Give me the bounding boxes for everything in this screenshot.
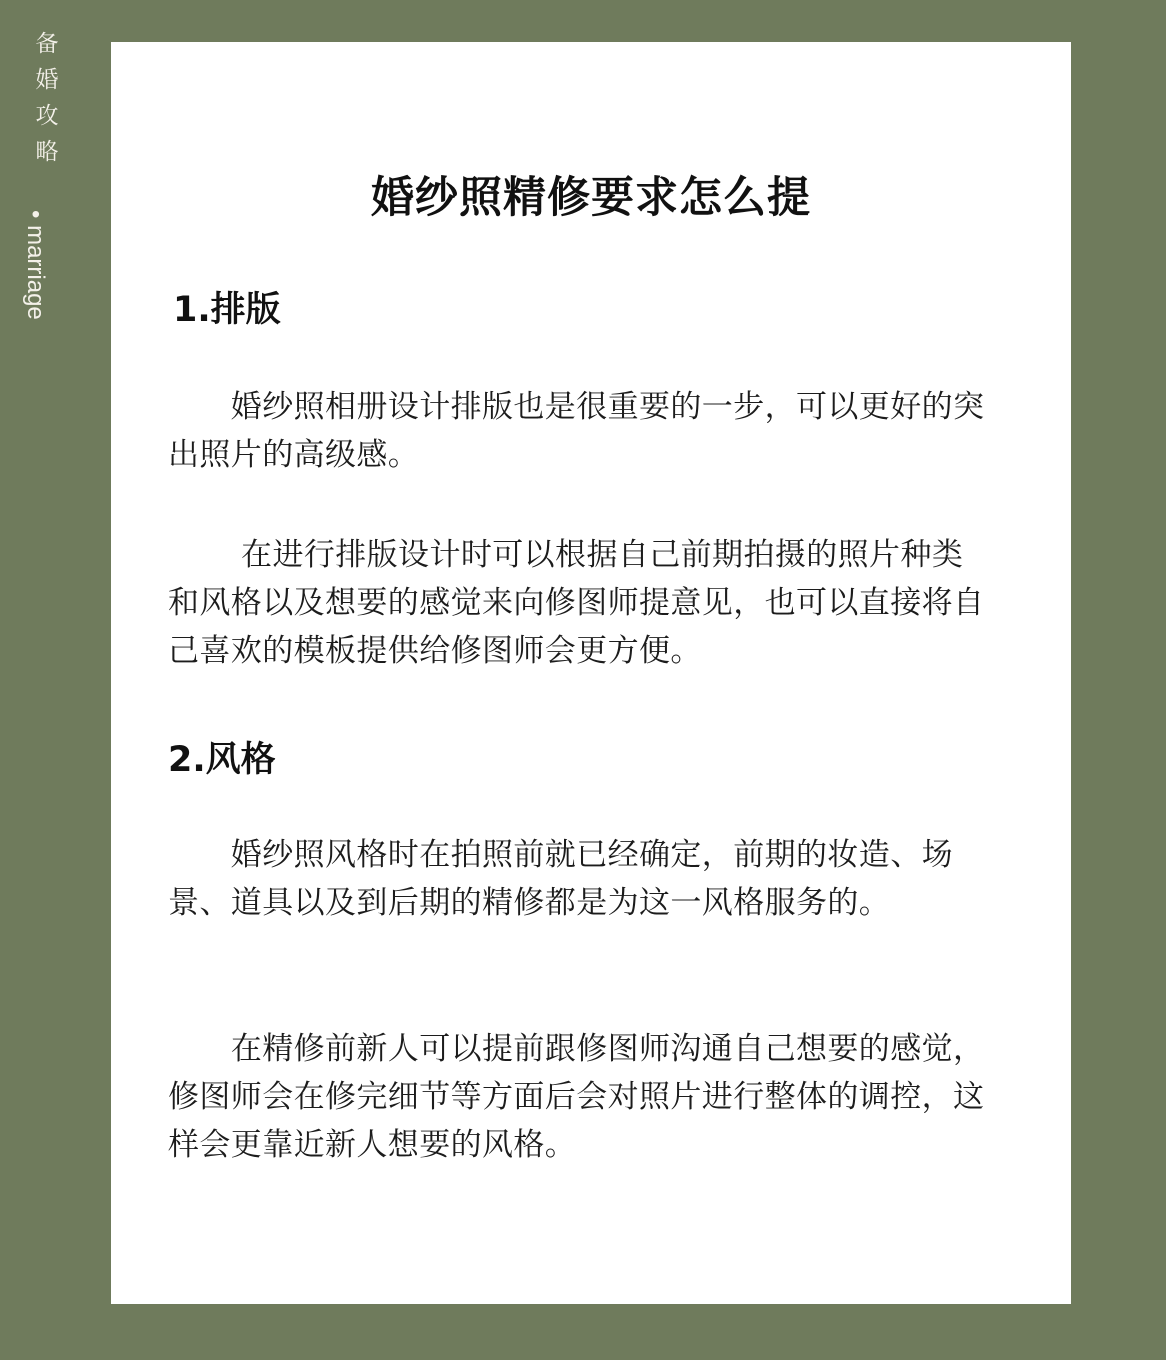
section-heading-style: 2.风格 [168,740,276,780]
article-title: 婚纱照精修要求怎么提 [371,173,811,223]
paragraph: 在进行排版设计时可以根据自己前期拍摄的照片种类和风格以及想要的感觉来向修图师提意见，也可以直接将自己喜欢的模板提供给修图师会更方便。 [168,537,985,669]
side-char: 攻 [35,103,59,129]
article-card [111,42,1071,1304]
side-char: 备 [35,31,59,57]
paragraph: 婚纱照风格时在拍照前就已经确定，前期的妆造、场景、道具以及到后期的精修都是为这一风格服务的。 [168,837,953,921]
side-label-english-text: • marriage [22,210,49,320]
side-label-chinese [27,26,67,170]
paragraph: 在精修前新人可以提前跟修图师沟通自己想要的感觉，修图师会在修完细节等方面后会对照片进行整体的调控，这样会更靠近新人想要的风格。 [168,1031,985,1163]
side-label [22,26,67,320]
section-heading-layout: 1.排版 [173,290,281,330]
side-char: 婚 [35,67,59,93]
paragraph: 婚纱照相册设计排版也是很重要的一步，可以更好的突出照片的高级感。 [168,389,985,473]
side-char: 略 [35,139,59,165]
side-label-english [22,210,67,350]
